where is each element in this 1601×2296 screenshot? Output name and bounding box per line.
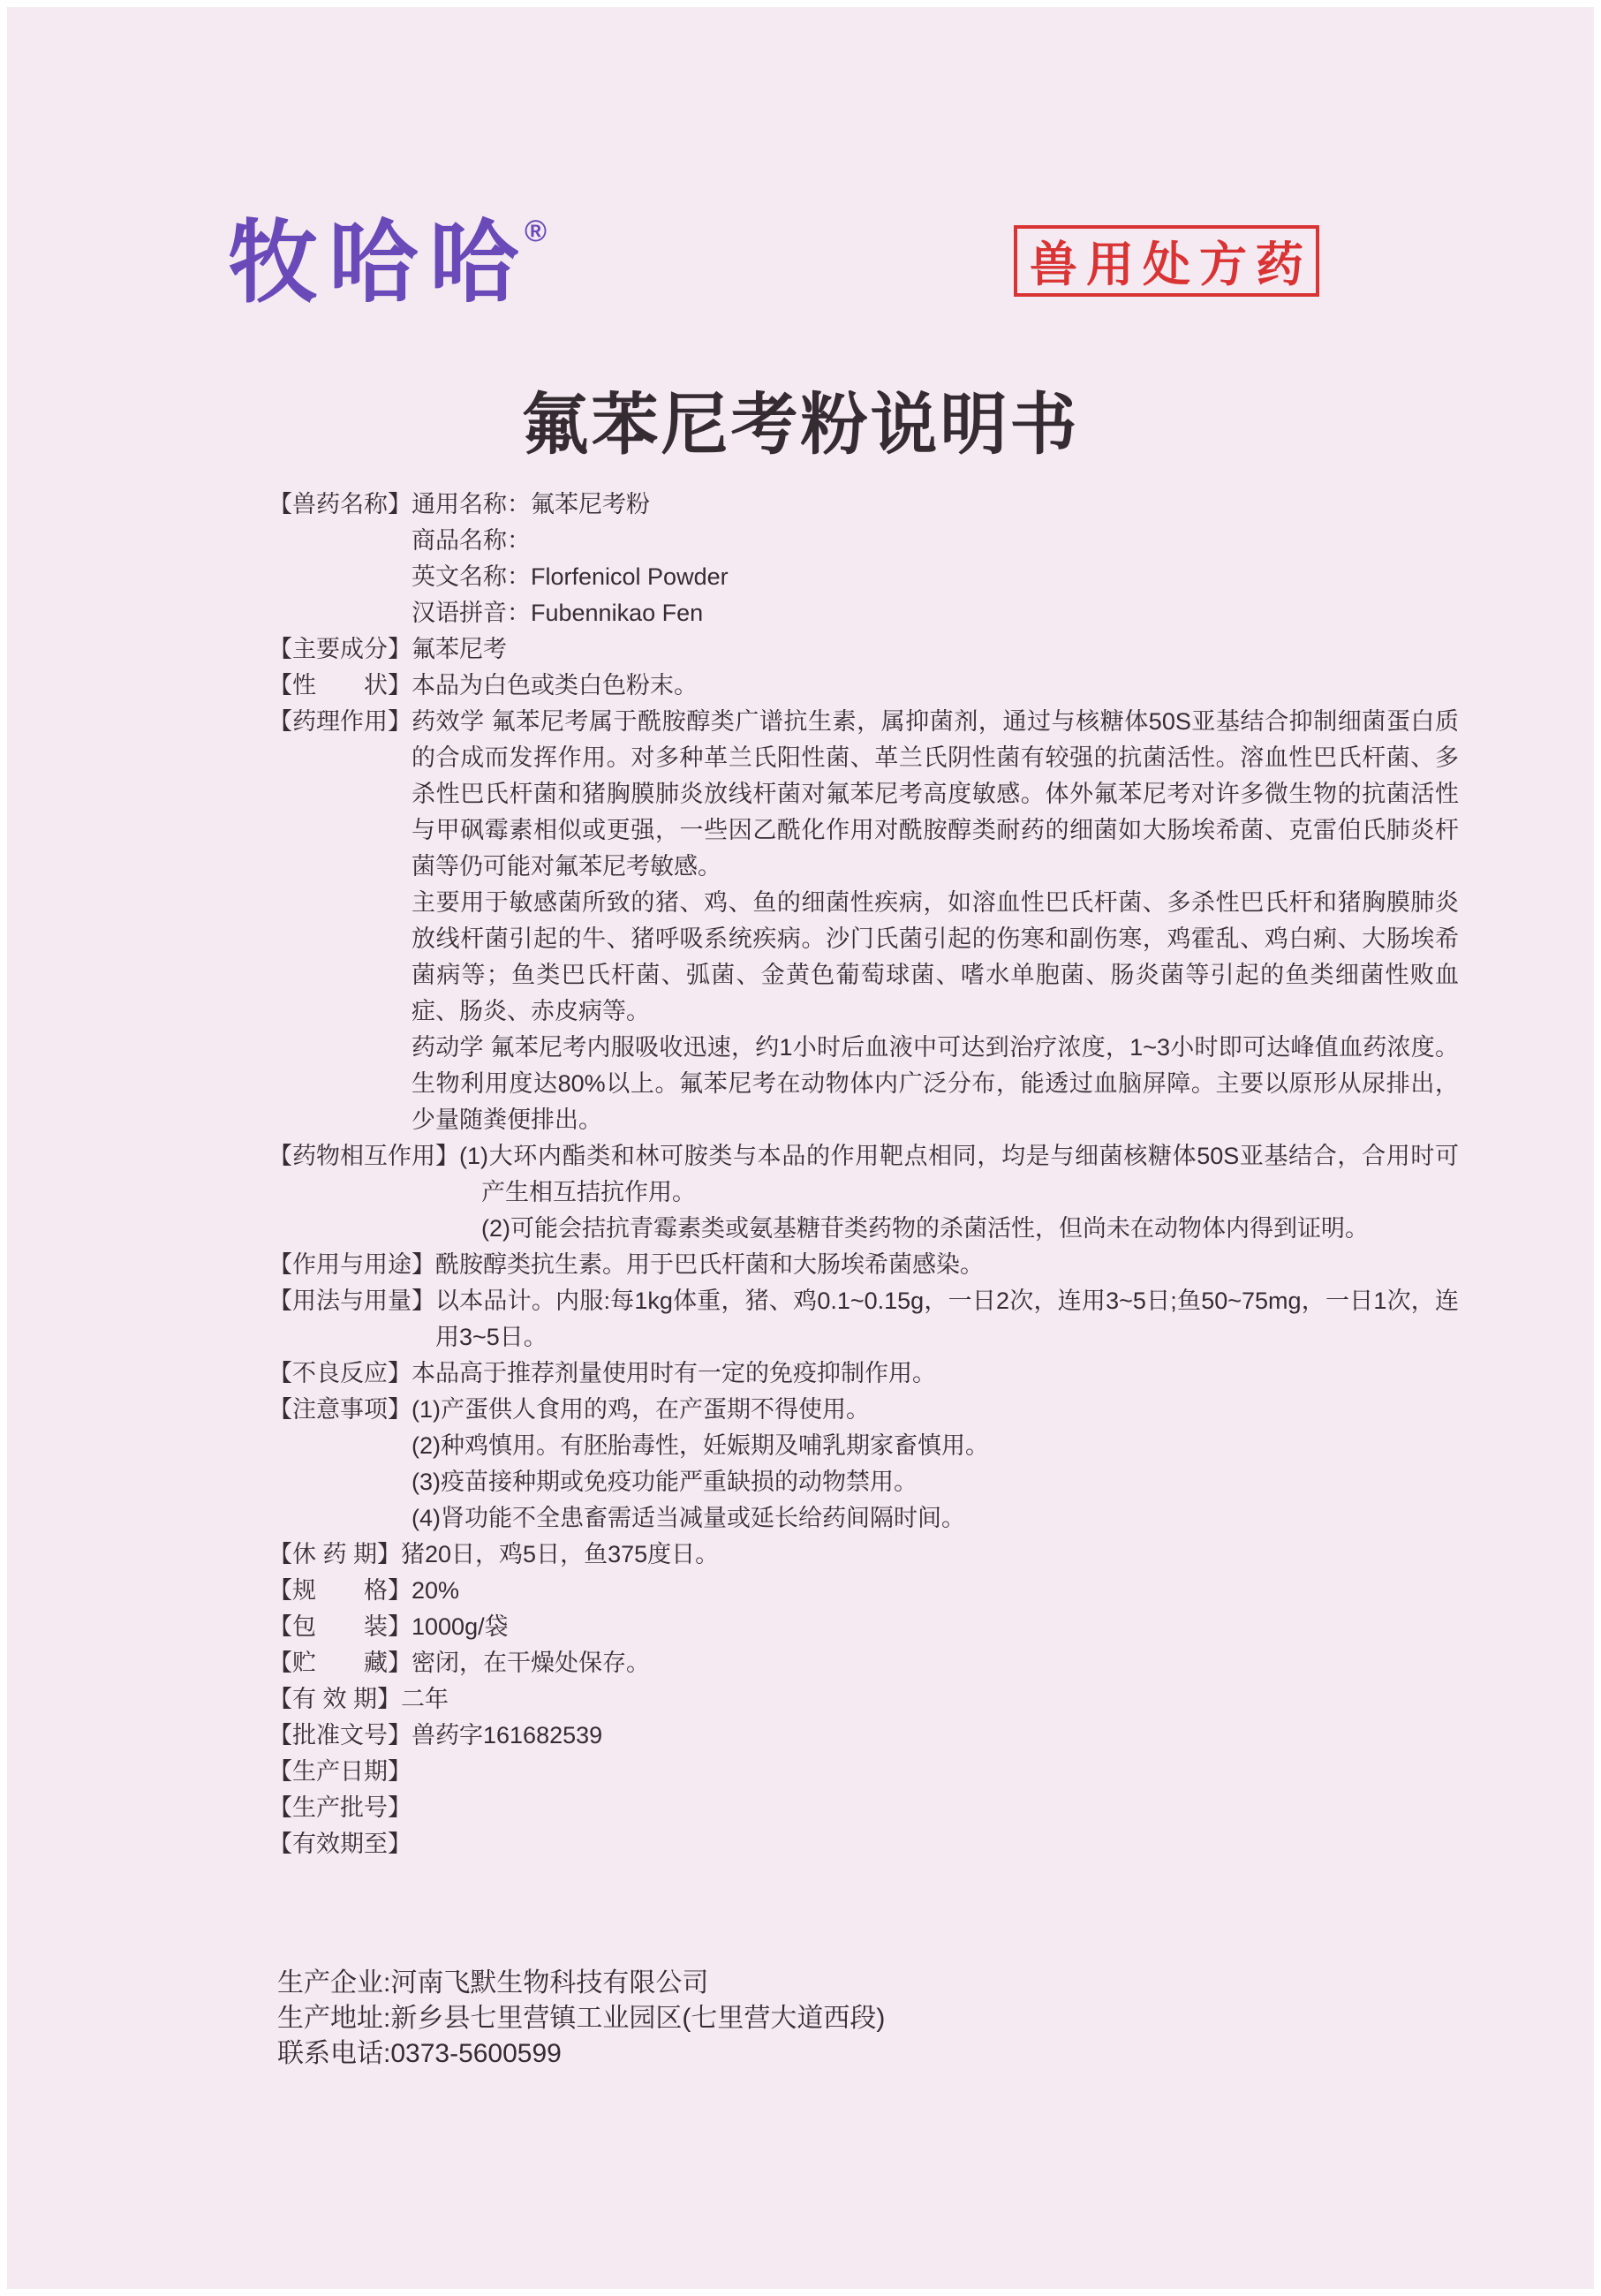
section-label: 【规 格】 [268,1577,412,1604]
section-content [412,1573,1459,1609]
indication-paragraph: 主要用于敏感菌所致的猪、鸡、鱼的细菌性疾病，如溶血性巴氏杆菌、多杀性巴氏杆和猪胸膜肺炎放线杆菌引起的牛、猪呼吸系统疾病。沙门氏菌引起的伤寒和副伤寒，鸡霍乱、鸡白痢、大肠埃希菌病等；鱼类巴氏杆菌、弧菌、金黄色葡萄球菌、嗜水单胞菌、肠炎菌等引起的鱼类细菌性败血症、肠炎、赤皮病等。 [412,889,1459,1024]
manufacturer-block [277,1966,885,2072]
section-label: 【注意事项】 [268,1396,412,1423]
manufacturer-address-line: 生产地址:新乡县七里营镇工业园区(七里营大道西段) [277,2004,886,2033]
section-properties [268,668,1459,704]
section-label: 【休 药 期】 [268,1541,402,1567]
section-content [412,1790,1459,1826]
precaution-item-3: (3)疫苗接种期或免疫功能严重缺损的动物禁用。 [412,1469,918,1495]
precaution-item-1: (1)产蛋供人食用的鸡，在产蛋期不得使用。 [412,1396,870,1423]
sections-list [268,487,1459,1862]
section-line: 兽药字161682539 [412,1722,603,1748]
section-label: 【有效期至】 [268,1831,412,1857]
trade-name-line: 商品名称： [412,527,531,554]
section-content [412,1392,1459,1537]
section-label: 【贮 藏】 [268,1650,412,1676]
veterinary-prescription-badge [1014,225,1319,297]
pharmacodynamics-paragraph: 药效学 氟苯尼考属于酰胺醇类广谱抗生素，属抑菌剂，通过与核糖体50S亚基结合抑制细菌蛋白质的合成而发挥作用。对多种革兰氏阳性菌、革兰氏阴性菌有较强的抗菌活性。溶血性巴氏杆菌、多杀性巴氏杆菌和猪胸膜肺炎放线杆菌对氟苯尼考高度敏感。体外氟苯尼考对许多微生物的抗菌活性与甲砜霉素相似或更强，一些因乙酰化作用对酰胺醇类耐药的细菌如大肠埃希菌、克雷伯氏肺炎杆菌等仍可能对氟苯尼考敏感。 [412,708,1459,880]
manufacturer-phone-line: 联系电话:0373-5600599 [277,2039,562,2068]
section-content [459,1138,1459,1247]
section-content [412,487,1459,631]
section-line: 酰胺醇类抗生素。用于巴氏杆菌和大肠埃希菌感染。 [435,1251,984,1278]
section-line: 1000g/袋 [412,1613,509,1640]
section-storage [268,1645,1459,1681]
section-content [412,704,1459,1138]
manufacturer-company-line: 生产企业:河南飞默生物科技有限公司 [277,1968,709,1998]
brand-logo [228,214,552,313]
interaction-item-1: (1)大环内酯类和林可胺类与本品的作用靶点相同，均是与细菌核糖体50S亚基结合，合用时可产生相互拮抗作用。 [459,1143,1459,1205]
section-label: 【生产批号】 [268,1794,412,1821]
section-label: 【不良反应】 [268,1360,412,1386]
section-dosage [268,1283,1459,1356]
pharmacokinetics-paragraph: 药动学 氟苯尼考内服吸收迅速，约1小时后血液中可达到治疗浓度，1~3小时即可达峰值血药浓度。生物利用度达80%以上。氟苯尼考在动物体内广泛分布，能透过血脑屏障。主要以原形从尿排出，少量随粪便排出。 [412,1034,1459,1133]
section-content [412,1645,1459,1681]
section-function-and-use [268,1247,1459,1283]
precaution-item-4: (4)肾功能不全患畜需适当减量或延长给药间隔时间。 [412,1505,965,1531]
interaction-item-2: (2)可能会拮抗青霉素类或氨基糖苷类药物的杀菌活性，但尚未在动物体内得到证明。 [481,1215,1369,1242]
section-label: 【用法与用量】 [268,1288,435,1314]
section-label: 【兽药名称】 [268,491,412,517]
section-line: 氟苯尼考 [412,636,507,662]
section-content [435,1247,1459,1283]
section-content [401,1537,1459,1573]
generic-name-line: 通用名称：氟苯尼考粉 [412,491,650,517]
section-label: 【主要成分】 [268,636,412,662]
section-approval-number [268,1718,1459,1754]
section-label: 【生产日期】 [268,1758,412,1785]
document-title: 氟苯尼考粉说明书 [521,388,1080,463]
section-shelf-life [268,1681,1459,1718]
section-content [412,1356,1459,1392]
registered-trademark-icon: ® [525,215,548,248]
section-withdrawal-period [268,1537,1459,1573]
section-line: 密闭，在干燥处保存。 [412,1650,650,1676]
section-label: 【作用与用途】 [268,1251,435,1278]
brand-logo-text: 牧哈哈 [228,213,530,313]
section-label: 【包 装】 [268,1613,412,1640]
english-name-line: 英文名称：Florfenicol Powder [412,563,729,590]
section-content [412,668,1459,704]
section-line: 本品高于推荐剂量使用时有一定的免疫抑制作用。 [412,1360,936,1386]
section-main-ingredient [268,631,1459,668]
section-label: 【有 效 期】 [268,1686,402,1712]
section-drug-name [268,487,1459,631]
precaution-item-2: (2)种鸡慎用。有胚胎毒性，妊娠期及哺乳期家畜慎用。 [412,1432,989,1459]
section-content [412,631,1459,668]
section-content [412,1754,1459,1790]
section-line: 本品为白色或类白色粉末。 [412,672,698,699]
section-line: 以本品计。内服:每1kg体重，猪、鸡0.1~0.15g，一日2次，连用3~5日;鱼50~75mg，一日1次，连用3~5日。 [435,1288,1459,1350]
section-content [435,1283,1459,1356]
section-line: 二年 [401,1686,449,1712]
section-label: 【性 状】 [268,672,412,699]
section-pharmacology [268,704,1459,1138]
section-drug-interactions [268,1138,1459,1247]
section-label: 【批准文号】 [268,1722,412,1748]
section-line: 猪20日，鸡5日，鱼375度日。 [401,1541,720,1567]
section-expiry-date [268,1826,1459,1862]
section-packaging [268,1609,1459,1645]
section-content [401,1681,1459,1718]
section-label: 【药理作用】 [268,708,412,735]
veterinary-prescription-badge-label: 兽用处方药 [1030,238,1312,291]
section-specification [268,1573,1459,1609]
section-adverse-reactions [268,1356,1459,1392]
section-label: 【药物相互作用】 [268,1143,459,1169]
section-precautions [268,1392,1459,1537]
section-content [412,1609,1459,1645]
section-content [412,1826,1459,1862]
section-batch-number [268,1790,1459,1826]
pinyin-name-line: 汉语拼音：Fubennikao Fen [412,600,704,626]
section-production-date [268,1754,1459,1790]
section-content [412,1718,1459,1754]
section-line: 20% [412,1577,460,1604]
